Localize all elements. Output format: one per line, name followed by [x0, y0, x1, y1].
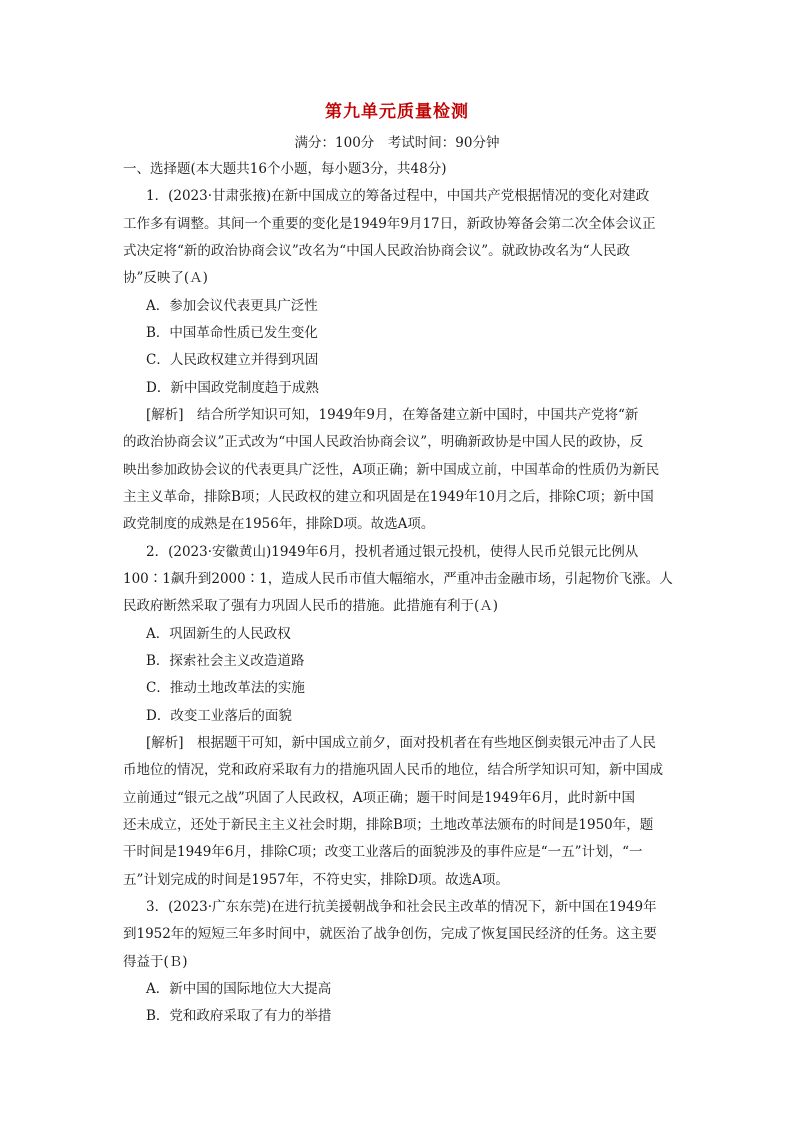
exam-info: 满分：100分 考试时间：90分钟	[294, 135, 500, 151]
question-1-analysis-3: 映出参加政协会议的代表更具广泛性，A项正确；新中国成立前，中国革命的性质仍为新民	[123, 462, 660, 478]
question-3-option-a: A．新中国的国际地位大大提高	[146, 981, 332, 997]
question-1-option-d: D．新中国政党制度趋于成熟	[146, 380, 319, 396]
question-2-line-3: 民政府断然采取了强有力巩固人民币的措施。此措施有利于(Ａ)	[123, 598, 499, 614]
question-1-option-b: B．中国革命性质已发生变化	[146, 325, 318, 341]
question-1-line-4: 协”反映了(Ａ)	[123, 270, 208, 286]
section-heading: 一、选择题(本大题共16个小题，每小题3分，共48分)	[123, 161, 447, 177]
question-1-analysis-4: 主主义革命，排除B项；人民政权的建立和巩固是在1949年10月之后，排除C项；新中国	[123, 489, 654, 505]
question-3-line-3: 得益于(Ｂ)	[123, 954, 188, 970]
question-2-analysis-3: 立前通过“银元之战”巩固了人民政权，A项正确；题干时间是1949年6月，此时新中国	[123, 790, 635, 806]
question-2-line-2: 100∶1飙升到2000∶1，造成人民币市值大幅缩水，严重冲击金融市场，引起物价飞涨。人	[123, 571, 673, 587]
question-2-option-a: A．巩固新生的人民政权	[146, 626, 291, 642]
question-1-analysis-2: 的政治协商会议”正式改为“中国人民政治协商会议”，明确新政协是中国人民的政协，反	[123, 434, 644, 450]
question-1-option-c: C．人民政权建立并得到巩固	[146, 352, 319, 368]
question-1-option-a: A．参加会议代表更具广泛性	[146, 298, 318, 314]
question-2-analysis-6: 五”计划完成的时间是1957年，不符史实，排除D项。故选A项。	[123, 872, 509, 888]
question-1-line-1: 1．(2023·甘肃张掖)在新中国成立的筹备过程中，中国共产党根据情况的变化对建政	[146, 188, 650, 204]
page-title: 第九单元质量检测	[325, 102, 469, 122]
question-2-option-c: C．推动土地改革法的实施	[146, 680, 305, 696]
question-2-option-b: B．探索社会主义改造道路	[146, 653, 305, 669]
question-2-line-1: 2．(2023·安徽黄山)1949年6月，投机者通过银元投机，使得人民币兑银元比例从	[146, 544, 639, 560]
question-1-analysis-5: 政党制度的成熟是在1956年，排除D项。故选A项。	[123, 516, 435, 532]
question-3-line-2: 到1952年的短短三年多时间中，就医治了战争创伤，完成了恢复国民经济的任务。这主要	[123, 926, 657, 942]
question-2-analysis-5: 干时间是1949年6月，排除C项；改变工业落后的面貌涉及的事件应是“一五”计划，“一	[123, 844, 643, 860]
question-1-line-2: 工作多有调整。其间一个重要的变化是1949年9月17日，新政协筹备会第二次全体会议正	[123, 216, 656, 232]
question-3-option-b: B．党和政府采取了有力的举措	[146, 1008, 332, 1024]
question-2-analysis-2: 币地位的情况，党和政府采取有力的措施巩固人民币的地位，结合所学知识可知，新中国成	[123, 762, 663, 778]
question-1-analysis-1: [解析] 结合所学知识可知，1949年9月，在筹备建立新中国时，中国共产党将“新	[146, 407, 639, 423]
question-2-option-d: D．改变工业落后的面貌	[146, 708, 292, 724]
question-2-analysis-4: 还未成立，还处于新民主主义社会时期，排除B项；土地改革法颁布的时间是1950年，题	[123, 817, 654, 833]
question-3-line-1: 3．(2023·广东东莞)在进行抗美援朝战争和社会民主改革的情况下，新中国在1949年	[146, 899, 657, 915]
question-2-analysis-1: [解析] 根据题干可知，新中国成立前夕，面对投机者在有些地区倒卖银元冲击了人民	[146, 735, 657, 751]
question-1-line-3: 式决定将“新的政治协商会议”改名为“中国人民政治协商会议”。就政协改名为“人民政	[123, 243, 631, 259]
